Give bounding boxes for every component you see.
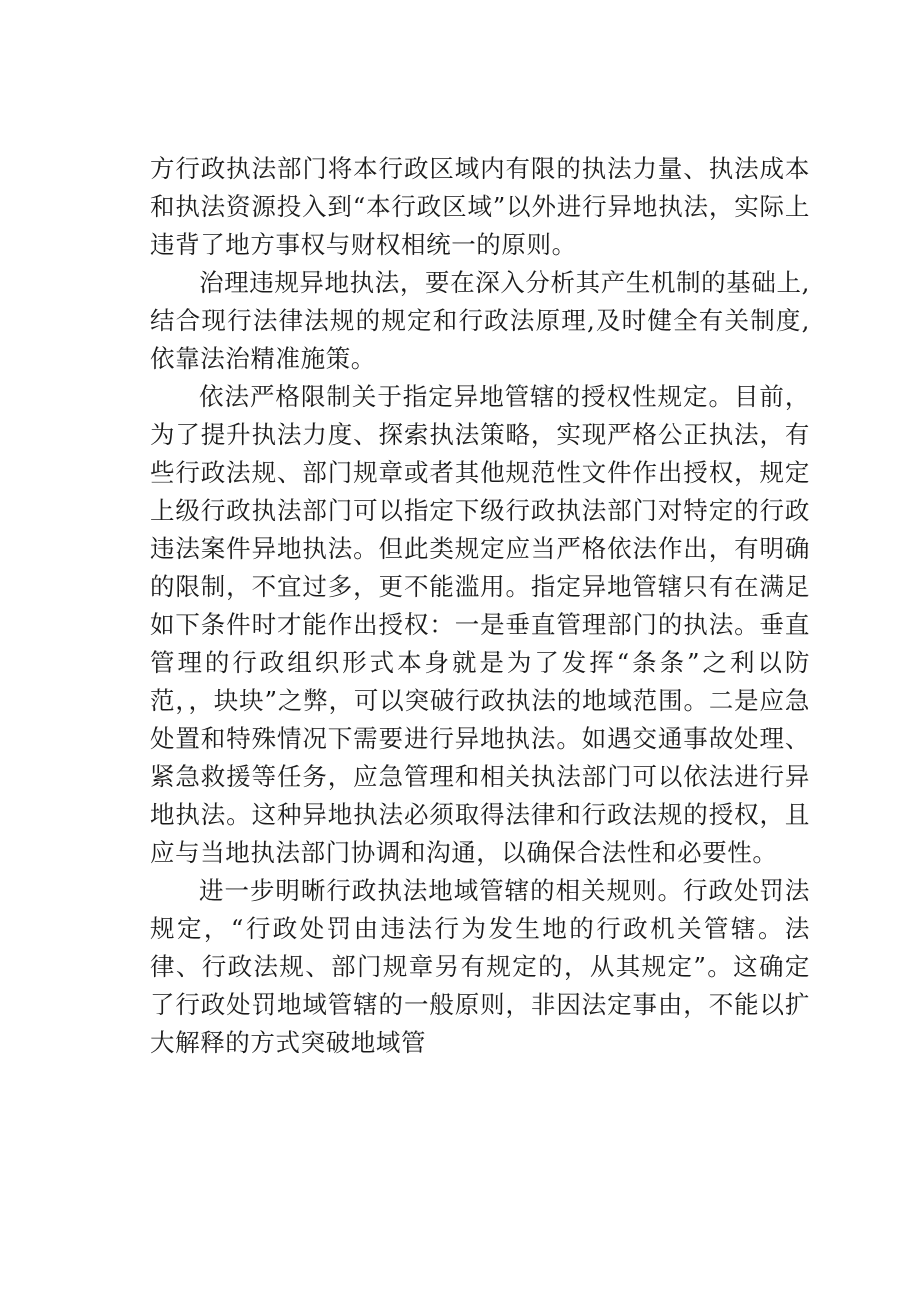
- document-body: [150, 150, 810, 1062]
- paragraph-3: 依法严格限制关于指定异地管辖的授权性规定。目前，为了提升执法力度、探索执法策略，实现严格公正执法，有些行政法规、部门规章或者其他规范性文件作出授权，规定上级行政执法部门可以指定下级行政执法部门对特定的行政违法案件异地执法。但此类规定应当严格依法作出，有明确的限制，不宜过多，更不能滥用。指定异地管辖只有在满足如下条件时才能作出授权：一是垂直管理部门的执法。垂直管理的行政组织形式本身就是为了发挥“条条”之利以防范，，块块”之弊，可以突破行政执法的地域范围。二是应急处置和特殊情况下需要进行异地执法。如遇交通事故处理、紧急救援等任务，应急管理和相关执法部门可以依法进行异地执法。这种异地执法必须取得法律和行政法规的授权，且应与当地执法部门协调和沟通，以确保合法性和必要性。: [150, 382, 810, 867]
- paragraph-1: 方行政执法部门将本行政区域内有限的执法力量、执法成本和执法资源投入到“本行政区域”以外进行异地执法，实际上违背了地方事权与财权相统一的原则。: [150, 154, 810, 259]
- paragraph-2: 治理违规异地执法，要在深入分析其产生机制的基础上,结合现行法律法规的规定和行政法原理,及时健全有关制度,依靠法治精准施策。: [150, 268, 810, 373]
- paragraph-4: 进一步明晰行政执法地域管辖的相关规则。行政处罚法规定，“行政处罚由违法行为发生地的行政机关管辖。法律、行政法规、部门规章另有规定的，从其规定”。这确定了行政处罚地域管辖的一般原则，非因法定事由，不能以扩大解释的方式突破地域管: [150, 876, 810, 1057]
